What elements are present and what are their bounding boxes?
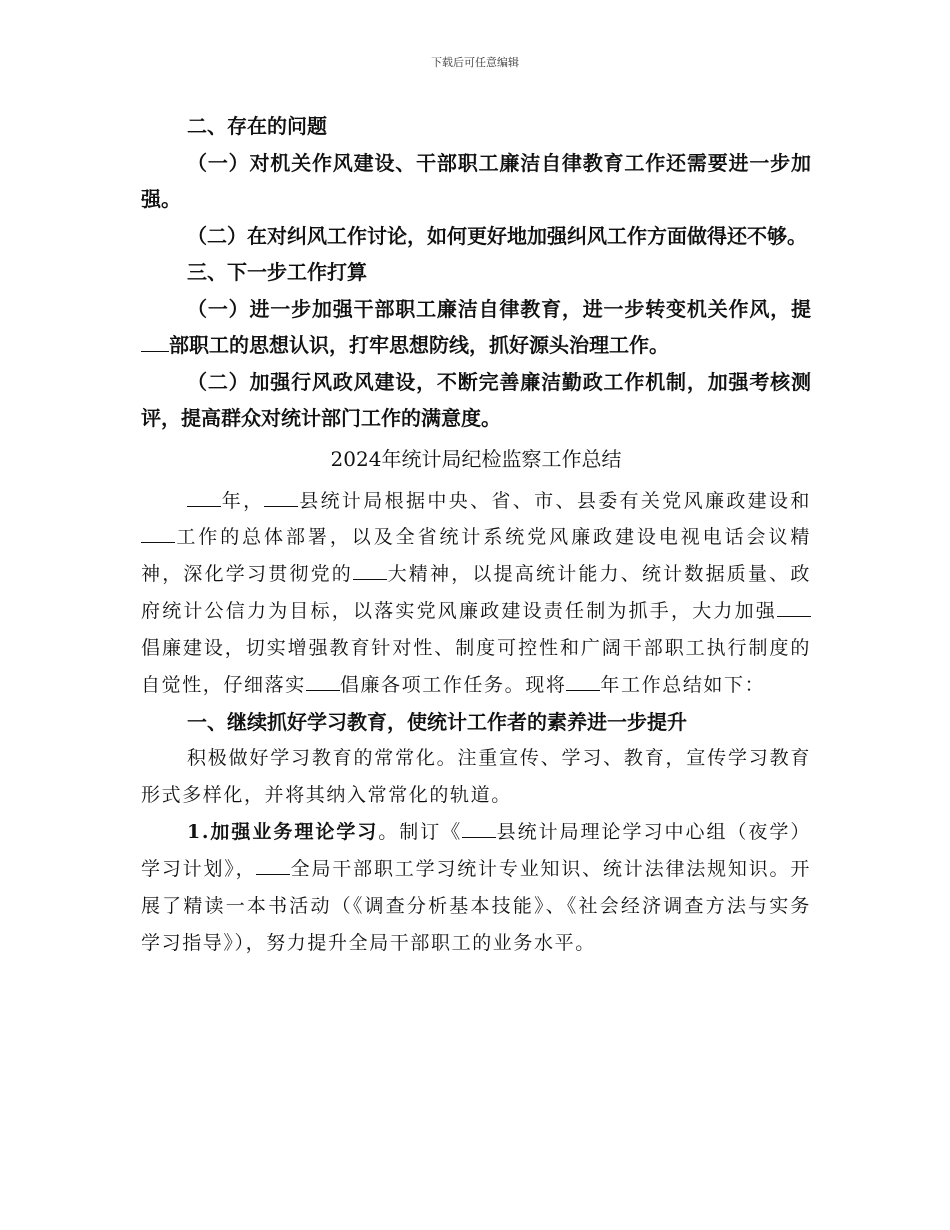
item1-label: 1.加强业务理论学习: [187, 821, 379, 844]
intro-text-2: 县统计局根据中央、省、市、县委有关党风廉政建设和: [298, 489, 811, 512]
problem-item-2: （二）在对纠风工作讨论，如何更好地加强纠风工作方面做得还不够。: [187, 223, 807, 248]
plan-item-1: [141, 291, 811, 364]
part1-heading: 一、继续抓好学习教育，使统计工作者的素养进一步提升: [187, 709, 687, 734]
plan-item-1-part-a: （一）进一步加强干部职工廉洁自律教育，进一步转变机关作风，提: [187, 296, 811, 321]
item1-text-3: 全局干部职工学习统计专业知识、统计法律法规知识。开展了精读一本书活动（《调查分析基本技能》、《社会经济调查方法与实务学习指导》），努力提升全局干部职工的业务水平。: [141, 858, 811, 954]
fill-blank: [141, 333, 169, 352]
intro-text-1: 年，: [221, 489, 265, 512]
fill-blank: [777, 598, 811, 617]
intro-text-4: 大精神，以提高统计能力、统计数据质量、政府统计公信力为目标，以落实党风廉政建设责任制为抓手，大力加强: [141, 563, 811, 623]
plan-item-2: （二）加强行风政风建设，不断完善廉洁勤政工作机制，加强考核测评，提高群众对统计部门工作的满意度。: [141, 369, 811, 430]
fill-blank: [256, 856, 290, 875]
intro-text-3: 工作的总体部署，以及全省统计系统党风廉政建设电视电话会议精神，深化学习贯彻党的: [141, 526, 811, 586]
section-heading-problems: 二、存在的问题: [187, 114, 327, 138]
fill-blank: [566, 672, 600, 691]
fill-blank: [187, 488, 221, 507]
intro-text-7: 年工作总结如下：: [600, 674, 766, 697]
problem-item-1: （一）对机关作风建设、干部职工廉洁自律教育工作还需要进一步加强。: [141, 150, 811, 211]
part1-body: 积极做好学习教育的常常化。注重宣传、学习、教育，宣传学习教育形式多样化，并将其纳入常常化的轨道。: [141, 747, 811, 807]
fill-blank: [462, 819, 496, 838]
plan-item-1-part-b: 部职工的思想认识，打牢思想防线，抓好源头治理工作。: [169, 333, 669, 357]
document-body: [141, 108, 811, 962]
header-note: 下载后可任意编辑: [431, 56, 519, 69]
fill-blank: [306, 672, 340, 691]
fill-blank: [141, 524, 175, 543]
intro-text-5: 倡廉建设，切实增强教育针对性、制度可控性和广阔干部职工执行制度的自觉性，仔细落实: [141, 637, 811, 697]
intro-text-6: 倡廉各项工作任务。现将: [339, 674, 567, 697]
item1-paragraph: [141, 814, 811, 962]
document-title: 2024年统计局纪检监察工作总结: [330, 446, 622, 471]
intro-paragraph: [141, 483, 811, 704]
section-heading-next-steps: 三、下一步工作打算: [187, 260, 367, 284]
item1-text-1: 。制订《: [378, 821, 463, 844]
fill-blank: [353, 561, 387, 580]
item1-text-2: 县统计局理论学习中心组（夜学）学习计划》，: [141, 821, 811, 881]
fill-blank: [264, 488, 298, 507]
